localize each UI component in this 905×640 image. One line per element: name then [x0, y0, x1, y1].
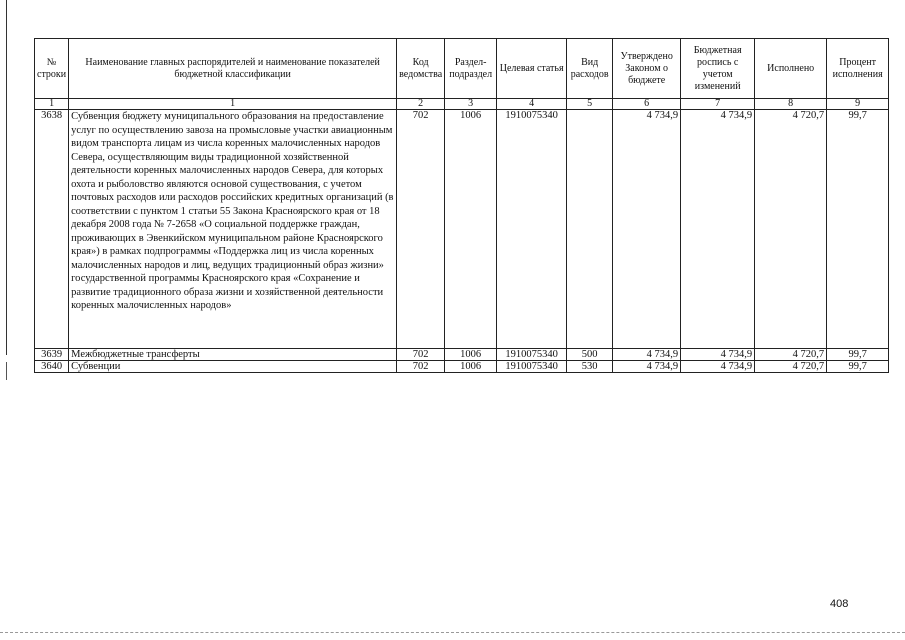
margin-line — [6, 0, 7, 355]
column-number-row — [35, 99, 889, 110]
row-number: 3638 — [35, 110, 69, 349]
row-number: 3639 — [35, 349, 69, 361]
row-expense-type: 500 — [567, 349, 613, 361]
header-dept-code: Код ведомства — [397, 39, 445, 99]
column-number: 6 — [613, 99, 681, 110]
column-number: 2 — [397, 99, 445, 110]
row-approved: 4 734,9 — [613, 349, 681, 361]
column-number: 3 — [445, 99, 497, 110]
row-approved: 4 734,9 — [613, 110, 681, 349]
table-row — [35, 110, 889, 349]
row-dept-code: 702 — [397, 349, 445, 361]
row-section: 1006 — [445, 110, 497, 349]
row-percent: 99,7 — [827, 349, 889, 361]
header-executed: Исполнено — [755, 39, 827, 99]
row-name: Субвенции — [69, 361, 397, 373]
table-row — [35, 361, 889, 373]
row-target: 1910075340 — [497, 349, 567, 361]
row-target: 1910075340 — [497, 361, 567, 373]
row-executed: 4 720,7 — [755, 110, 827, 349]
row-number: 3640 — [35, 361, 69, 373]
row-target: 1910075340 — [497, 110, 567, 349]
row-dept-code: 702 — [397, 361, 445, 373]
header-target: Целевая статья — [497, 39, 567, 99]
column-number: 5 — [567, 99, 613, 110]
row-executed: 4 720,7 — [755, 361, 827, 373]
row-section: 1006 — [445, 361, 497, 373]
header-row-number: № строки — [35, 39, 69, 99]
row-expense-type: 530 — [567, 361, 613, 373]
row-budget-list: 4 734,9 — [681, 361, 755, 373]
row-dept-code: 702 — [397, 110, 445, 349]
header-percent: Процент исполнения — [827, 39, 889, 99]
row-approved: 4 734,9 — [613, 361, 681, 373]
table-row — [35, 349, 889, 361]
row-percent: 99,7 — [827, 110, 889, 349]
header-name: Наименование главных распорядителей и наименование показателей бюджетной классификации — [69, 39, 397, 99]
column-number: 1 — [69, 99, 397, 110]
column-number: 1 — [35, 99, 69, 110]
row-name: Межбюджетные трансферты — [69, 349, 397, 361]
header-row — [35, 39, 889, 99]
row-executed: 4 720,7 — [755, 349, 827, 361]
budget-table — [34, 38, 889, 373]
page-number: 408 — [830, 598, 849, 610]
header-section: Раздел-подраздел — [445, 39, 497, 99]
header-expense-type: Вид расходов — [567, 39, 613, 99]
row-percent: 99,7 — [827, 361, 889, 373]
bottom-rule — [0, 632, 905, 634]
row-name: Субвенция бюджету муниципального образования на предоставление услуг по осуществлению завоза на промысловые участки авиационным видом транспорта лицам из числа коренных малочисленных народов Севера, осуществляющим виды традиционной хозяйственной деятельности коренных малочисленных народов Севера, для которых охота и рыболовство являются основой существования, с учетом почтовых расходов или расходов российских кредитных организаций (в соответствии с пунктом 1 статьи 55 Закона Красноярского края от 18 декабря 2008 года № 7-2658 «О социальной поддержке граждан, проживающих в Эвенкийском муниципальном районе Красноярского края») в рамках подпрограммы «Поддержка лиц из числа коренных малочисленных народов и лиц, ведущих традиционный образ жизни» государственной программы Красноярского края «Сохранение и развитие традиционного образа жизни и хозяйственной деятельности коренных малочисленных народов» — [69, 110, 397, 349]
row-budget-list: 4 734,9 — [681, 110, 755, 349]
row-section: 1006 — [445, 349, 497, 361]
header-approved: Утверждено Законом о бюджете — [613, 39, 681, 99]
row-budget-list: 4 734,9 — [681, 349, 755, 361]
column-number: 8 — [755, 99, 827, 110]
row-expense-type — [567, 110, 613, 349]
column-number: 7 — [681, 99, 755, 110]
column-number: 4 — [497, 99, 567, 110]
header-budget-list: Бюджетная роспись с учетом изменений — [681, 39, 755, 99]
column-number: 9 — [827, 99, 889, 110]
margin-line-lower — [6, 362, 7, 380]
